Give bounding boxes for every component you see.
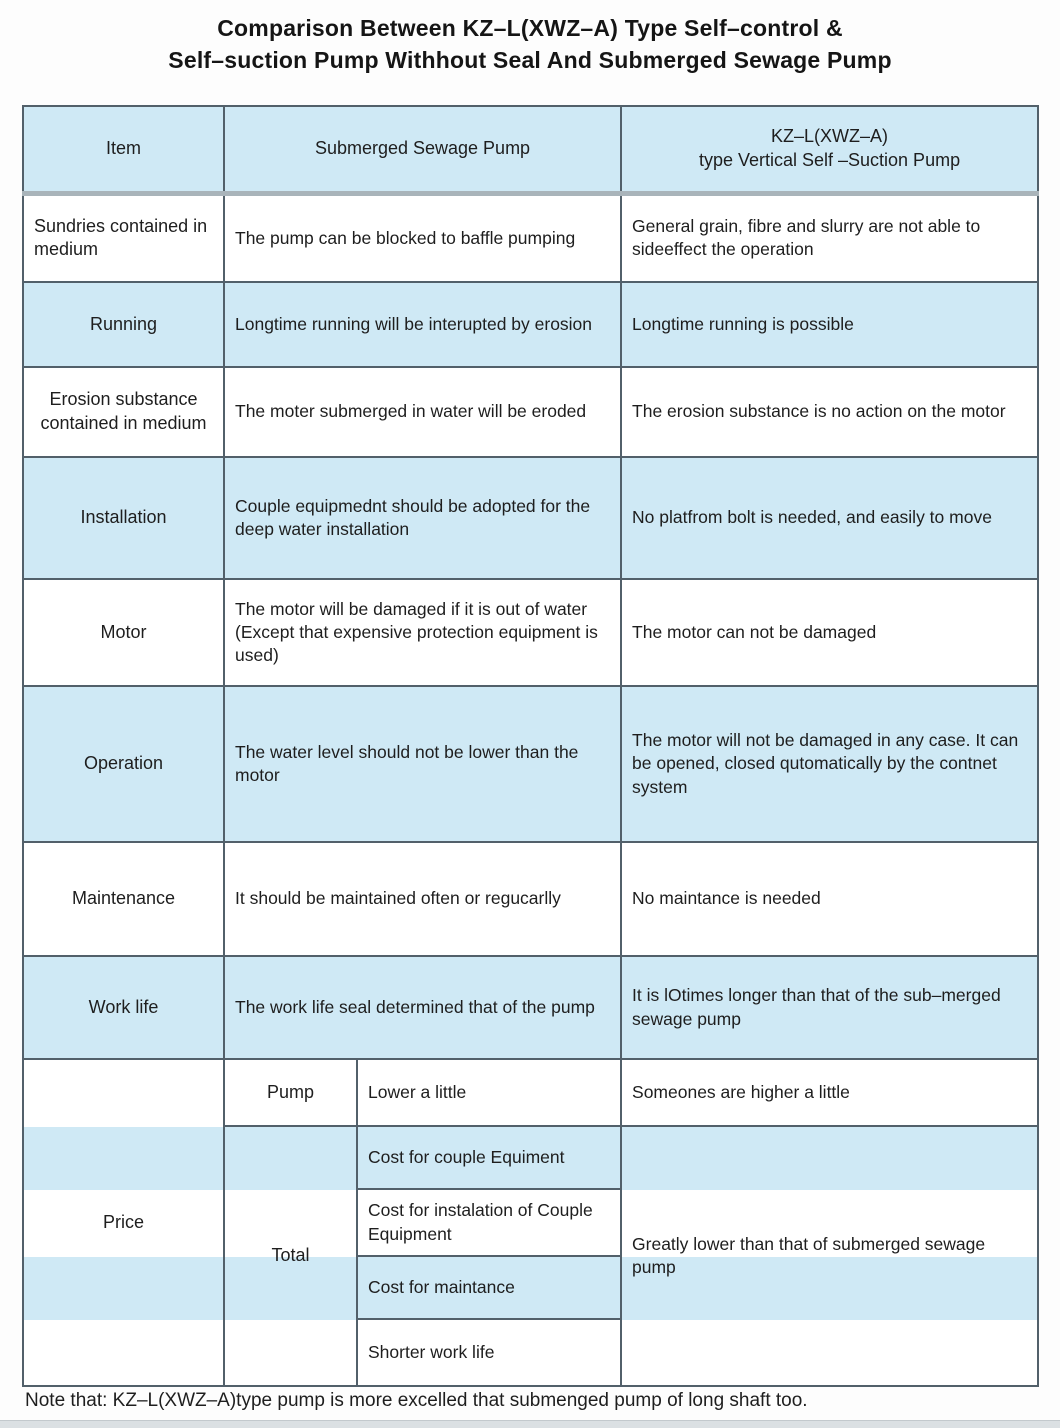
price-pump-label-cell: Pump <box>224 1059 357 1126</box>
page-title <box>0 0 1060 76</box>
price-cost-cell: Shorter work life <box>357 1319 621 1386</box>
submerged-cell: The water level should not be lower than the motor <box>224 686 621 842</box>
bottom-edge-bar <box>0 1420 1060 1428</box>
page-title-line1: Comparison Between KZ–L(XWZ–A) Type Self–control & <box>217 15 843 41</box>
table-header-row <box>23 106 1038 193</box>
header-kzl-line1: KZ–L(XWZ–A) <box>771 126 889 146</box>
kzl-cell: It is lOtimes longer than that of the sub–merged sewage pump <box>621 956 1038 1059</box>
kzl-cell: The motor can not be damaged <box>621 579 1038 686</box>
page-title-line2: Self–suction Pump Withhout Seal And Submerged Sewage Pump <box>168 47 892 73</box>
item-cell: Installation <box>23 457 224 579</box>
table-row-sundries <box>23 193 1038 282</box>
submerged-cell: Longtime running will be interupted by erosion <box>224 282 621 367</box>
item-cell: Operation <box>23 686 224 842</box>
table-row-erosion <box>23 367 1038 457</box>
price-cost-cell: Cost for instalation of Couple Equipment <box>357 1189 621 1256</box>
submerged-cell: Couple equipmednt should be adopted for the deep water installation <box>224 457 621 579</box>
header-cell-submerged: Submerged Sewage Pump <box>224 106 621 193</box>
table-row-maintenance <box>23 842 1038 956</box>
submerged-cell: It should be maintained often or regucarlly <box>224 842 621 956</box>
price-pump-kzl-cell: Someones are higher a little <box>621 1059 1038 1126</box>
table-row-installation <box>23 457 1038 579</box>
kzl-cell: Longtime running is possible <box>621 282 1038 367</box>
comparison-table <box>22 105 1039 1387</box>
submerged-cell: The pump can be blocked to baffle pumping <box>224 193 621 282</box>
header-cell-item: Item <box>23 106 224 193</box>
kzl-cell: General grain, fibre and slurry are not able to sideeffect the operation <box>621 193 1038 282</box>
price-cost-cell: Cost for maintance <box>357 1256 621 1319</box>
table-row-operation <box>23 686 1038 842</box>
kzl-cell: No platfrom bolt is needed, and easily to move <box>621 457 1038 579</box>
item-cell: Sundries contained in medium <box>23 193 224 282</box>
kzl-cell: The erosion substance is no action on the motor <box>621 367 1038 457</box>
table-row-running <box>23 282 1038 367</box>
price-pump-submerged-cell: Lower a little <box>357 1059 621 1126</box>
item-cell: Motor <box>23 579 224 686</box>
submerged-cell: The motor will be damaged if it is out of water (Except that expensive protection equipment is used) <box>224 579 621 686</box>
table-row-worklife <box>23 956 1038 1059</box>
item-cell: Maintenance <box>23 842 224 956</box>
table-row-motor <box>23 579 1038 686</box>
footnote: Note that: KZ–L(XWZ–A)type pump is more excelled that submenged pump of long shaft too. <box>25 1390 808 1411</box>
item-cell: Work life <box>23 956 224 1059</box>
submerged-cell: The moter submerged in water will be eroded <box>224 367 621 457</box>
header-cell-kzl <box>621 106 1038 193</box>
kzl-cell: No maintance is needed <box>621 842 1038 956</box>
price-total-kzl-cell: Greatly lower than that of submerged sewage pump <box>621 1126 1038 1386</box>
price-total-label-cell: Total <box>224 1126 357 1386</box>
kzl-cell: The motor will not be damaged in any case. It can be opened, closed qutomatically by the contnet system <box>621 686 1038 842</box>
item-cell: Erosion substance contained in medium <box>23 367 224 457</box>
submerged-cell: The work life seal determined that of the pump <box>224 956 621 1059</box>
item-cell: Running <box>23 282 224 367</box>
table-row-price-pump <box>23 1059 1038 1126</box>
header-kzl-line2: type Vertical Self –Suction Pump <box>698 149 961 170</box>
price-cost-cell: Cost for couple Equiment <box>357 1126 621 1189</box>
item-cell-price: Price <box>23 1059 224 1386</box>
